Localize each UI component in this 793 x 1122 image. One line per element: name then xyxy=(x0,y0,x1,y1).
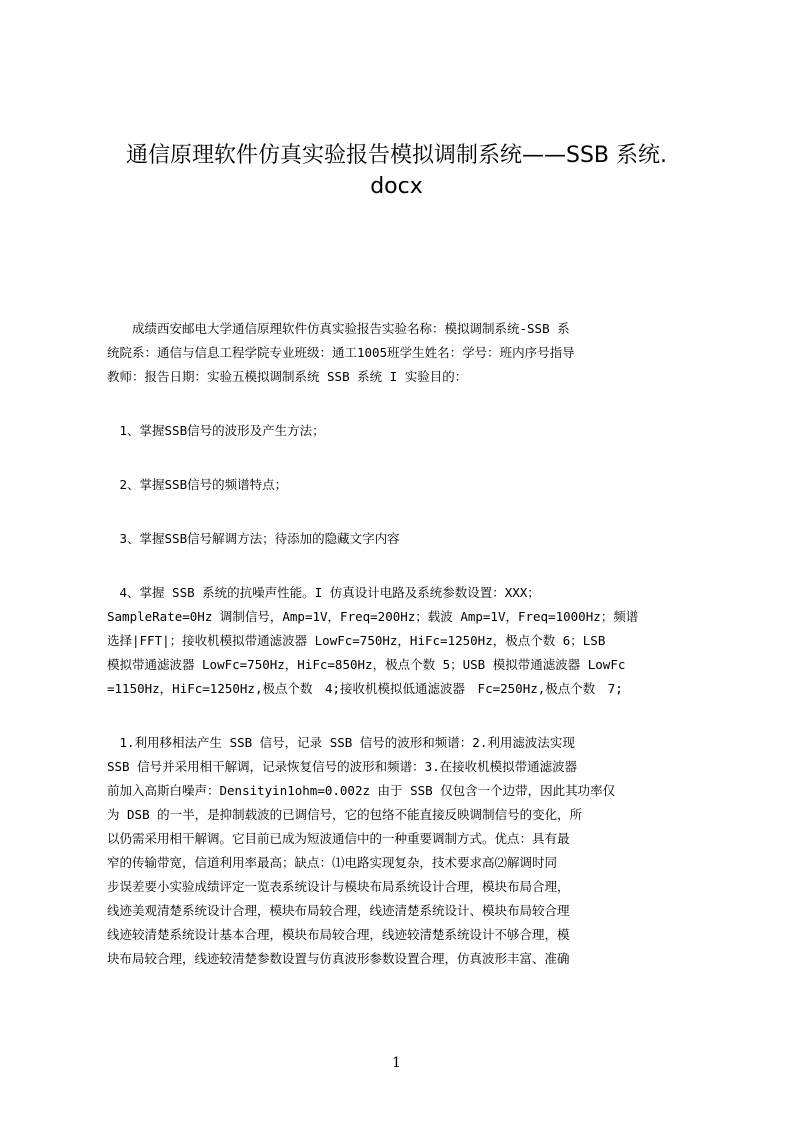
text-line: 步误差要小实验成绩评定一览表系统设计与模块布局系统设计合理，模块布局合理， xyxy=(107,879,570,894)
text-line: 选择|FFT|；接收机模拟带通滤波器 LowFc=750Hz，HiFc=1250Hz，极点个数 6；LSB xyxy=(107,633,606,648)
text-line: 1、掌握SSB信号的波形及产生方法； xyxy=(107,423,325,438)
text-line: 线迹美观清楚系统设计合理，模块布局较合理，线迹清楚系统设计、模块布局较合理 xyxy=(107,903,570,918)
paragraph-intro xyxy=(107,317,697,389)
text-line: 前加入高斯白噪声：Densityin1ohm=0.002z 由于 SSB 仅包含一个边带，因此其功率仅 xyxy=(107,783,616,798)
text-line: 窄的传输带宽，信道利用率最高；缺点：⑴电路实现复杂，技术要求高⑵解调时同 xyxy=(107,855,558,870)
text-line: 以仍需采用相干解调。它目前已成为短波通信中的一种重要调制方式。优点：具有最 xyxy=(107,831,570,846)
text-line: =1150Hz，HiFc=1250Hz,极点个数 4;接收机模拟低通滤波器 Fc=250Hz,极点个数 7; xyxy=(107,681,623,696)
page-number: 1 xyxy=(392,1055,401,1071)
text-line: 2、掌握SSB信号的频谱特点； xyxy=(107,477,288,492)
text-line: 为 DSB 的一半，是抑制载波的已调信号，它的包络不能直接反映调制信号的变化，所 xyxy=(107,807,583,822)
text-line: 统院系：通信与信息工程学院专业班级：通工1005班学生姓名：学号：班内序号指导 xyxy=(107,345,575,360)
text-line: 线迹较清楚系统设计基本合理，模块布局较合理，线迹较清楚系统设计不够合理，模 xyxy=(107,927,570,942)
text-line: 成绩西安邮电大学通信原理软件仿真实验报告实验名称：模拟调制系统-SSB 系 xyxy=(107,321,570,336)
document-body xyxy=(107,317,697,971)
document-title xyxy=(80,140,713,202)
text-line: SSB 信号并采用相干解调，记录恢复信号的波形和频谱：3.在接收机模拟带通滤波器 xyxy=(107,759,578,774)
text-line: SampleRate=0Hz 调制信号，Amp=1V，Freq=200Hz；载波 Amp=1V，Freq=1000Hz；频谱 xyxy=(107,609,639,624)
text-line: 4、掌握 SSB 系统的抗噪声性能。I 仿真设计电路及系统参数设置：XXX； xyxy=(107,585,540,600)
text-line: 块布局较合理，线迹较清楚参数设置与仿真波形参数设置合理，仿真波形丰富、准确 xyxy=(107,951,570,966)
text-line: 模拟带通滤波器 LowFc=750Hz，HiFc=850Hz，极点个数 5；USB 模拟带通滤波器 LowFc xyxy=(107,657,626,672)
title-line-2: docx xyxy=(370,174,423,199)
text-line: 教师：报告日期：实验五模拟调制系统 SSB 系统 I 实验目的： xyxy=(107,369,468,384)
paragraph-objective-4-parameters xyxy=(107,581,697,701)
title-line-1: 通信原理软件仿真实验报告模拟调制系统——SSB 系统. xyxy=(125,143,667,168)
paragraph-objective-1 xyxy=(107,419,697,443)
paragraph-procedure-and-evaluation xyxy=(107,731,697,971)
paragraph-objective-3 xyxy=(107,527,697,551)
paragraph-objective-2 xyxy=(107,473,697,497)
text-line: 1.利用移相法产生 SSB 信号，记录 SSB 信号的波形和频谱：2.利用滤波法实现 xyxy=(107,735,575,750)
text-line: 3、掌握SSB信号解调方法；待添加的隐藏文字内容 xyxy=(107,531,400,546)
